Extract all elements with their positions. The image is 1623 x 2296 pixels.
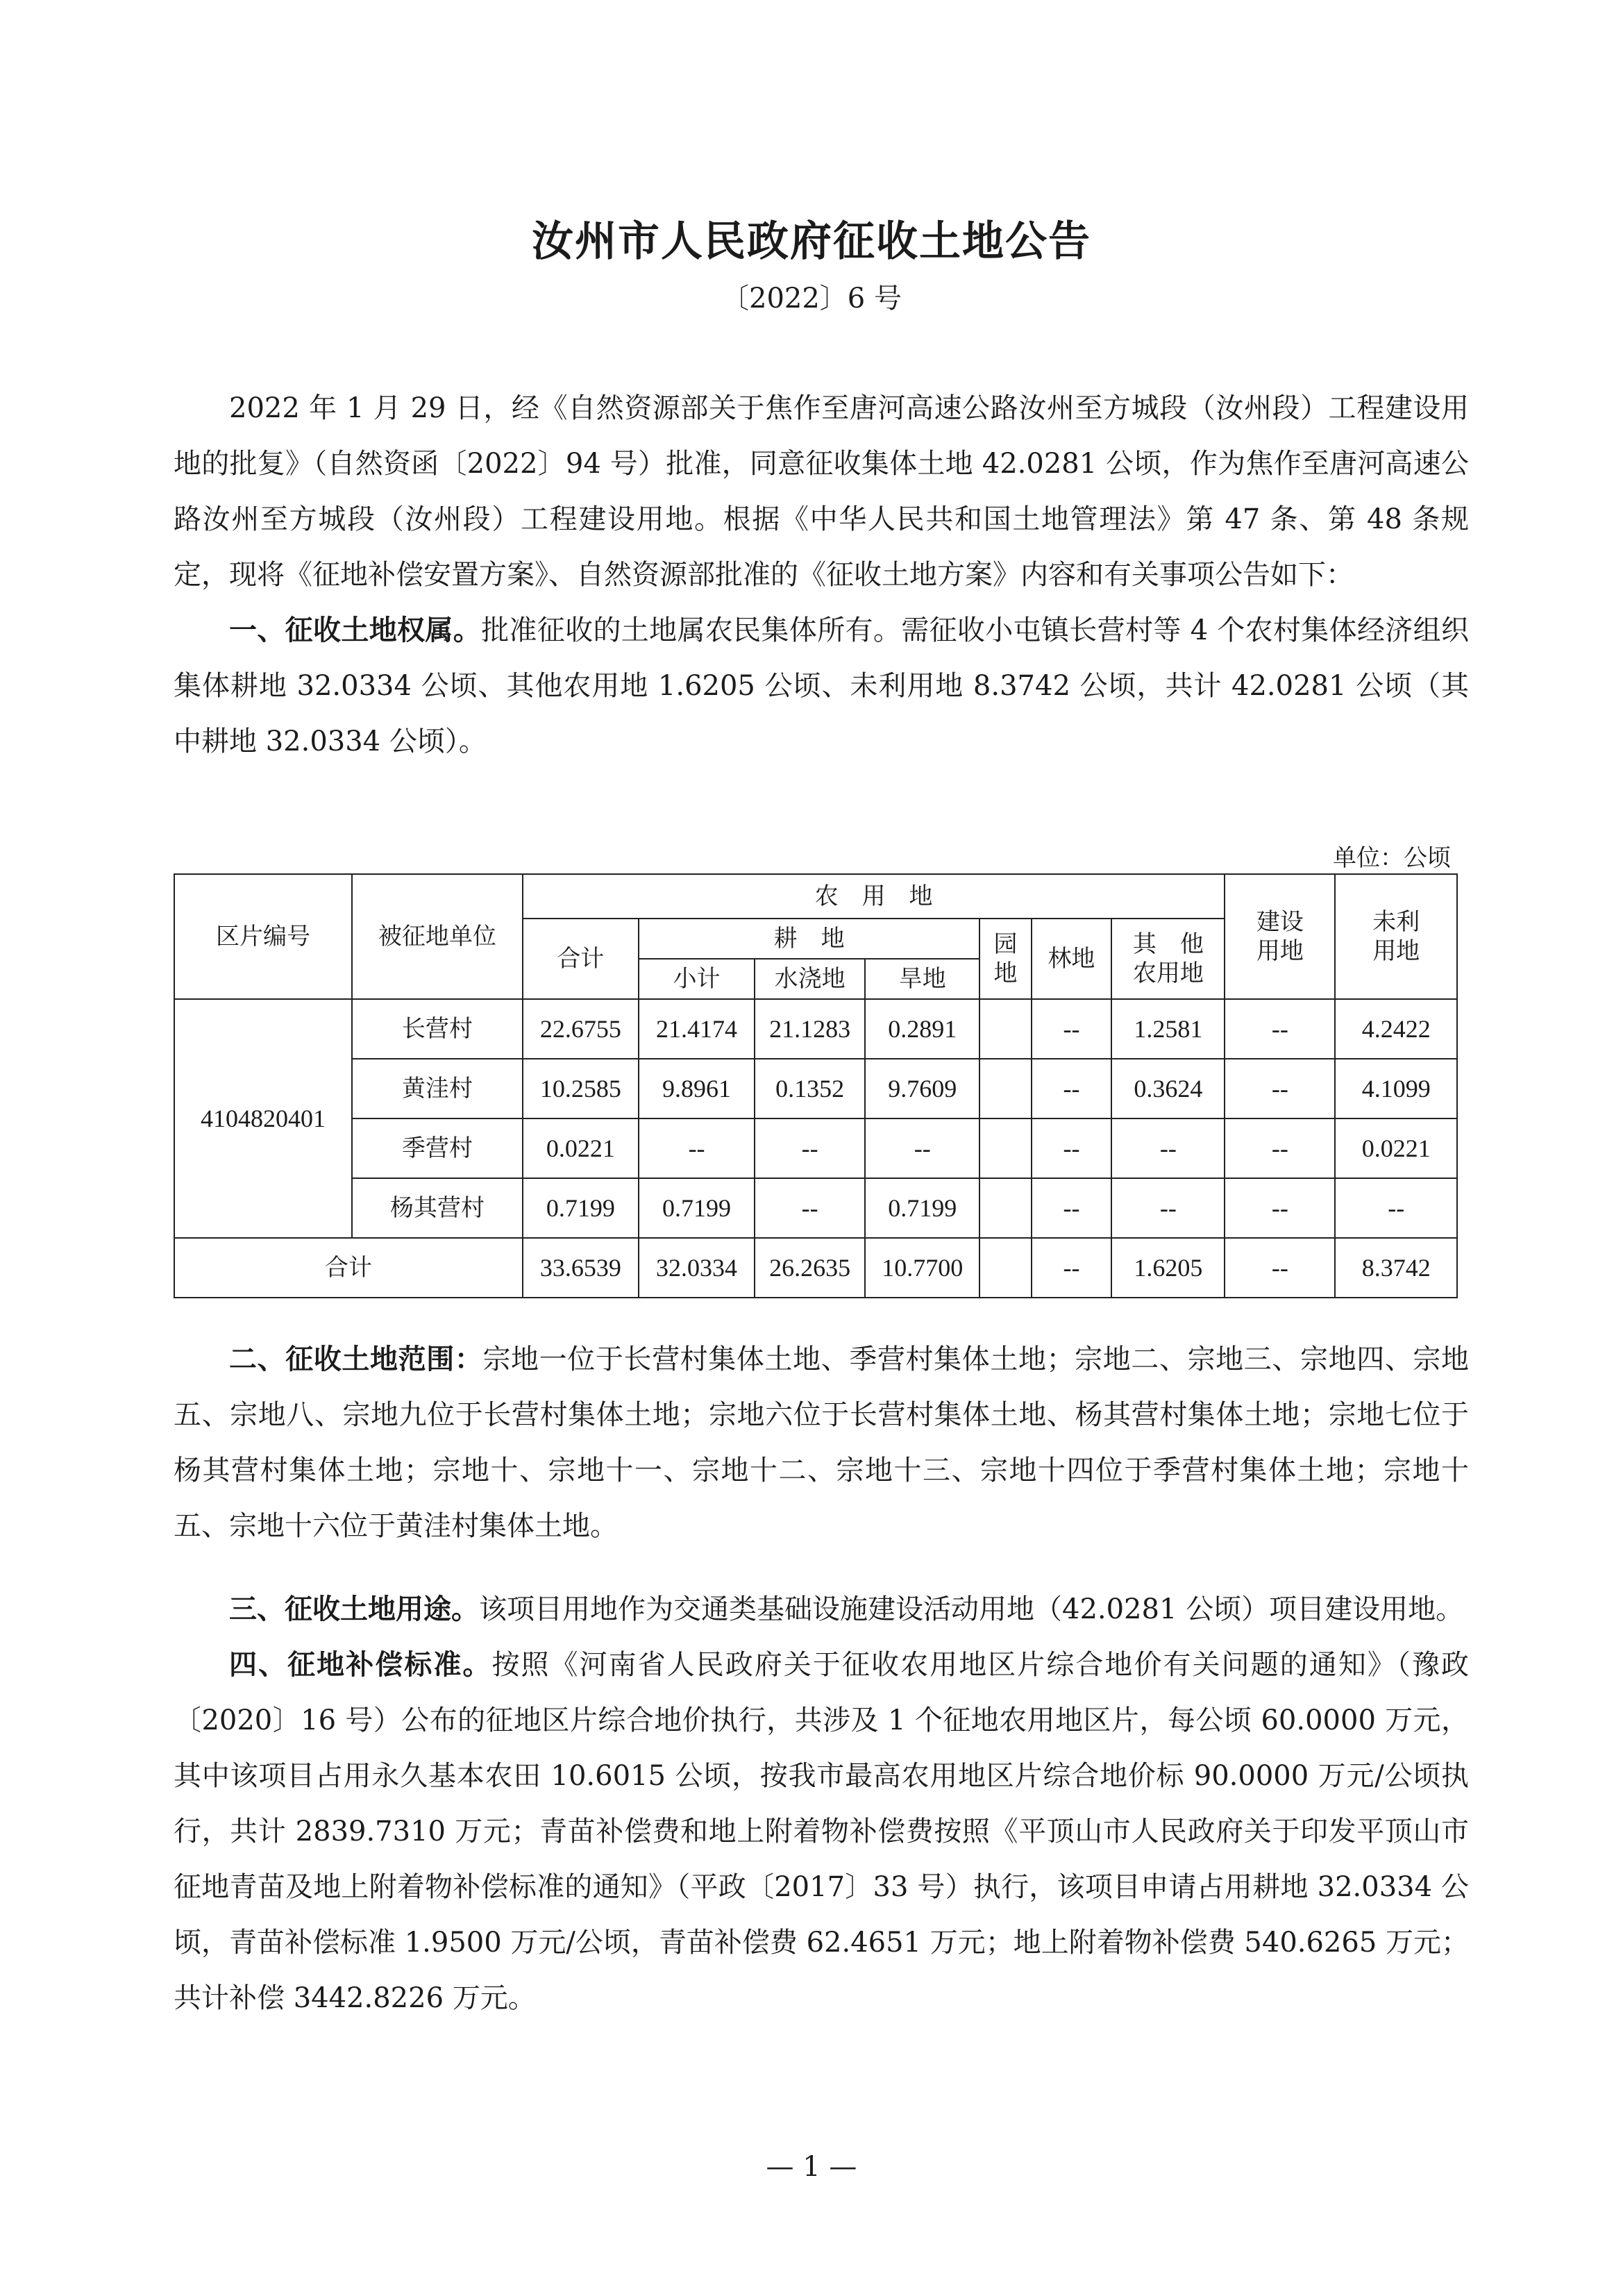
table-row (174, 999, 1457, 1059)
total-cell: 0.7199 (523, 1178, 639, 1238)
sum-unused-cell: 8.3742 (1335, 1238, 1457, 1298)
section-scope (174, 1332, 1469, 1554)
table-sum-row (174, 1238, 1457, 1298)
sum-dry-cell: 10.7700 (865, 1238, 979, 1298)
garden-cell (979, 1059, 1031, 1118)
section-compensation (174, 1637, 1469, 2026)
total-cell: 0.0221 (523, 1118, 639, 1178)
header-garden (979, 919, 1031, 999)
garden-cell (979, 1178, 1031, 1238)
dry-cell: -- (865, 1118, 979, 1178)
header-zone-code: 区片编号 (174, 874, 352, 999)
header-construction-text: 建设用地 (1256, 908, 1304, 965)
subtotal-cell: 9.8961 (639, 1059, 755, 1118)
section-purpose (174, 1582, 1469, 1637)
sum-construction-cell: -- (1225, 1238, 1335, 1298)
table-row (174, 1059, 1457, 1118)
construction-cell: -- (1225, 1059, 1335, 1118)
header-total: 合计 (523, 919, 639, 999)
unit-cell: 长营村 (352, 999, 523, 1059)
unit-cell: 黄洼村 (352, 1059, 523, 1118)
irrigated-cell: 0.1352 (755, 1059, 865, 1118)
total-cell: 10.2585 (523, 1059, 639, 1118)
header-forest: 林地 (1032, 919, 1112, 999)
section-purpose-heading: 三、征收土地用途。 (229, 1593, 479, 1625)
section-ownership-text: 批准征收的土地属农民集体所有。需征收小屯镇长营村等 4 个农村集体经济组织集体耕地 32.0334 公顷、其他农用地 1.6205 公顷、未利用地 8.3742 公顷，共计 42.0281 公顷（其中耕地 32.0334 公顷）。 (174, 614, 1469, 757)
forest-cell: -- (1032, 999, 1112, 1059)
sum-label-cell: 合计 (174, 1238, 523, 1298)
header-cultivated: 耕 地 (639, 919, 979, 959)
header-garden-text: 园地 (993, 930, 1018, 987)
unused-cell: 4.2422 (1335, 999, 1457, 1059)
other-farm-cell: -- (1111, 1118, 1225, 1178)
header-other-farm (1111, 919, 1225, 999)
forest-cell: -- (1032, 1178, 1112, 1238)
garden-cell (979, 999, 1031, 1059)
construction-cell: -- (1225, 1178, 1335, 1238)
other-farm-cell: 0.3624 (1111, 1059, 1225, 1118)
total-cell: 22.6755 (523, 999, 639, 1059)
dry-cell: 9.7609 (865, 1059, 979, 1118)
intro-paragraph: 2022 年 1 月 29 日，经《自然资源部关于焦作至唐河高速公路汝州至方城段（汝州段）工程建设用地的批复》（自然资函〔2022〕94 号）批准，同意征收集体土地 42.0281 公顷，作为焦作至唐河高速公路汝州至方城段（汝州段）工程建设用地。根据《中华人民共和国土地管理法》第 47 条、第 48 条规定，现将《征地补偿安置方案》、自然资源部批准的《征收土地方案》内容和有关事项公告如下： (174, 392, 1469, 591)
document-title: 汝州市人民政府征收土地公告 (532, 217, 1091, 266)
header-unused (1335, 874, 1457, 999)
section-ownership-heading: 一、征收土地权属。 (229, 614, 482, 646)
subtotal-cell: -- (639, 1118, 755, 1178)
other-farm-cell: -- (1111, 1178, 1225, 1238)
subtotal-cell: 0.7199 (639, 1178, 755, 1238)
land-table (174, 873, 1458, 1298)
sum-garden-cell (979, 1238, 1031, 1298)
section-scope-text: 宗地一位于长营村集体土地、季营村集体土地；宗地二、宗地三、宗地四、宗地五、宗地八、宗地九位于长营村集体土地；宗地六位于长营村集体土地、杨其营村集体土地；宗地七位于杨其营村集体土地；宗地十、宗地十一、宗地十二、宗地十三、宗地十四位于季营村集体土地；宗地十五、宗地十六位于黄洼村集体土地。 (174, 1343, 1470, 1542)
unit-cell: 杨其营村 (352, 1178, 523, 1238)
section-purpose-text: 该项目用地作为交通类基础设施建设活动用地（42.0281 公顷）项目建设用地。 (479, 1593, 1464, 1625)
construction-cell: -- (1225, 999, 1335, 1059)
page-number: — 1 — (766, 2151, 857, 2183)
header-farmland: 农 用 地 (523, 874, 1225, 919)
header-irrigated: 水浇地 (755, 959, 865, 999)
irrigated-cell: 21.1283 (755, 999, 865, 1059)
sum-subtotal-cell: 32.0334 (639, 1238, 755, 1298)
header-dry: 旱地 (865, 959, 979, 999)
dry-cell: 0.7199 (865, 1178, 979, 1238)
table-unit-label: 单位：公顷 (1333, 844, 1451, 872)
forest-cell: -- (1032, 1118, 1112, 1178)
unit-cell: 季营村 (352, 1118, 523, 1178)
section-scope-heading: 二、征收土地范围： (229, 1343, 483, 1375)
zone-code-cell: 4104820401 (174, 999, 352, 1238)
section-compensation-text: 按照《河南省人民政府关于征收农用地区片综合地价有关问题的通知》（豫政〔2020〕16 号）公布的征地区片综合地价执行，共涉及 1 个征地农用地区片，每公顷 60.0000 万元，其中该项目占用永久基本农田 10.6015 公顷，按我市最高农用地区片综合地价标 90.0000 万元/公顷执行，共计 2839.7310 万元；青苗补偿费和地上附着物补偿费按照《平顶山市人民政府关于印发平顶山市征地青苗及地上附着物补偿标准的通知》（平政〔2017〕33 号）执行，该项目申请占用耕地 32.0334 公顷，青苗补偿标准 1.9500 万元/公顷，青苗补偿费 62.4651 万元；地上附着物补偿费 540.6265 万元；共计补偿 3442.8226 万元。 (174, 1649, 1470, 2014)
header-other-farm-text: 其 他农用地 (1132, 930, 1204, 987)
section-compensation-heading: 四、征地补偿标准。 (229, 1649, 492, 1681)
garden-cell (979, 1118, 1031, 1178)
subtotal-cell: 21.4174 (639, 999, 755, 1059)
sum-total-cell: 33.6539 (523, 1238, 639, 1298)
header-unit: 被征地单位 (352, 874, 523, 999)
irrigated-cell: -- (755, 1178, 865, 1238)
irrigated-cell: -- (755, 1118, 865, 1178)
unused-cell: 4.1099 (1335, 1059, 1457, 1118)
unused-cell: 0.0221 (1335, 1118, 1457, 1178)
unused-cell: -- (1335, 1178, 1457, 1238)
sum-irrigated-cell: 26.2635 (755, 1238, 865, 1298)
document-number: 〔2022〕6 号 (721, 283, 902, 315)
forest-cell: -- (1032, 1059, 1112, 1118)
header-subtotal: 小计 (639, 959, 755, 999)
header-unused-text: 未利用地 (1372, 908, 1420, 965)
other-farm-cell: 1.2581 (1111, 999, 1225, 1059)
dry-cell: 0.2891 (865, 999, 979, 1059)
table-row (174, 1118, 1457, 1178)
sum-forest-cell: -- (1032, 1238, 1112, 1298)
table-row (174, 1178, 1457, 1238)
construction-cell: -- (1225, 1118, 1335, 1178)
section-ownership (174, 603, 1469, 769)
sum-other-farm-cell: 1.6205 (1111, 1238, 1225, 1298)
header-construction (1225, 874, 1335, 999)
